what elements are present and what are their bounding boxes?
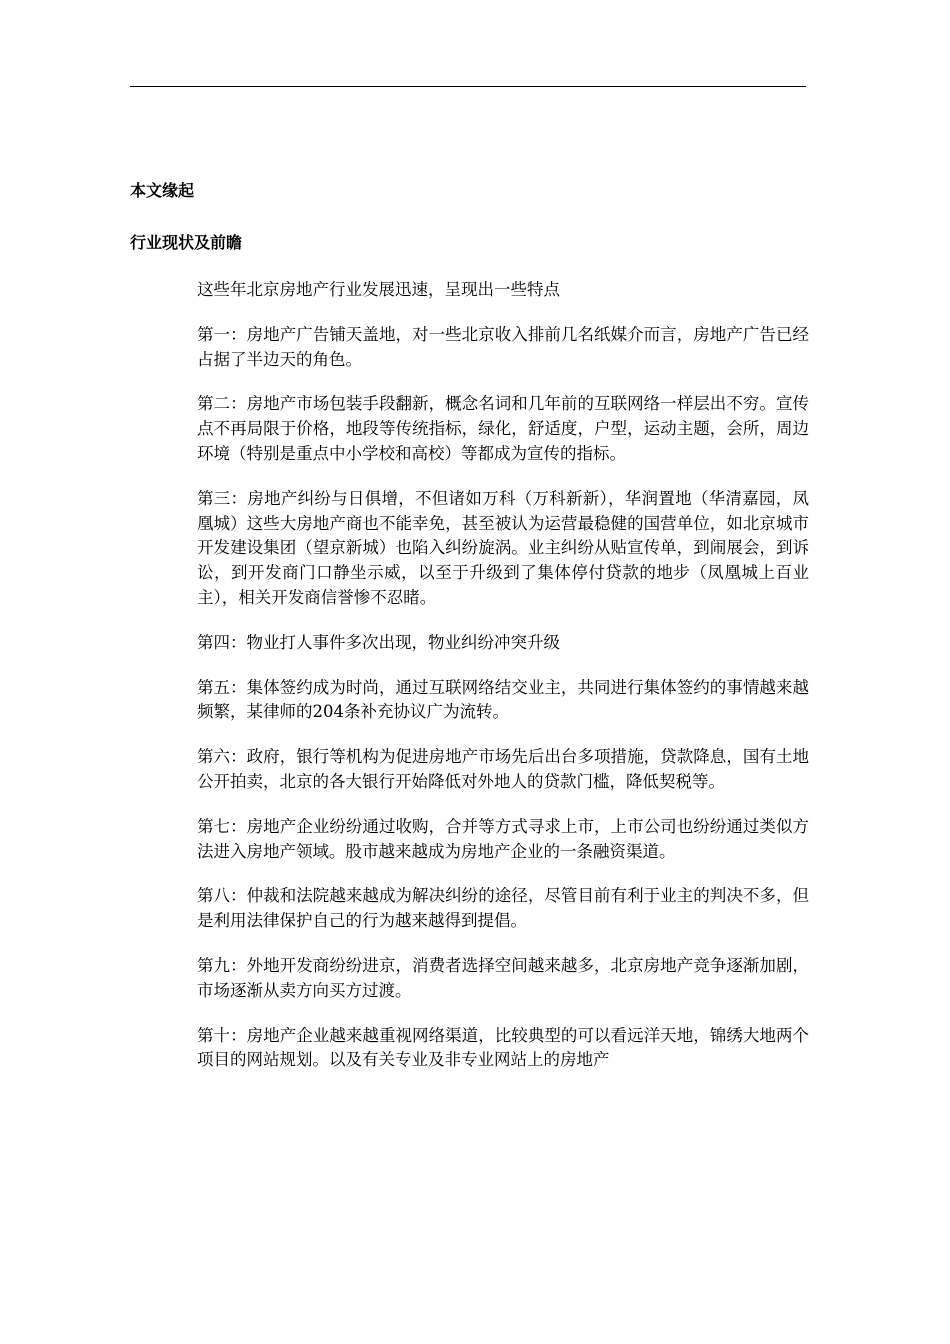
- paragraph-point-3: 第三：房地产纠纷与日俱增，不但诸如万科（万科新新），华润置地（华清嘉园，凤凰城）这些大房地产商也不能幸免，甚至被认为运营最稳健的国营单位，如北京城市开发建设集团（望京新城）也陷入纠纷旋涡。业主纠纷从贴宣传单，到闹展会，到诉讼，到开发商门口静坐示威，以至于升级到了集体停付贷款的地步（凤凰城上百业主），相关开发商信誉惨不忍睹。: [197, 488, 809, 607]
- section-heading-industry-status: 行业现状及前瞻: [130, 233, 243, 252]
- body-text: [197, 278, 809, 1093]
- paragraph-point-4: 第四：物业打人事件多次出现，物业纠纷冲突升级: [197, 632, 560, 652]
- paragraph-point-8: 第八：仲裁和法院越来越成为解决纠纷的途径，尽管目前有利于业主的判决不多，但是利用法律保护自己的行为越来越得到提倡。: [197, 886, 809, 931]
- paragraph-point-7: 第七：房地产企业纷纷通过收购，合并等方式寻求上市，上市公司也纷纷通过类似方法进入房地产领域。股市越来越成为房地产企业的一条融资渠道。: [197, 816, 809, 861]
- paragraph-point-6: 第六：政府，银行等机构为促进房地产市场先后出台多项措施，贷款降息，国有土地公开拍卖，北京的各大银行开始降低对外地人的贷款门槛，降低契税等。: [197, 747, 809, 791]
- paragraph-point-5: 第五：集体签约成为时尚，通过互联网络结交业主，共同进行集体签约的事情越来越频繁，某律师的204条补充协议广为流转。: [197, 677, 809, 722]
- paragraph-point-10: 第十：房地产企业越来越重视网络渠道，比较典型的可以看远洋天地，锦绣大地两个项目的网站规划。以及有关专业及非专业网站上的房地产: [197, 1025, 809, 1070]
- header-rule: [130, 86, 806, 87]
- section-heading-origin: 本文缘起: [130, 181, 195, 200]
- paragraph-point-1: 第一：房地产广告铺天盖地，对一些北京收入排前几名纸媒介而言，房地产广告已经占据了半边天的角色。: [197, 324, 809, 369]
- paragraph-point-9: 第九：外地开发商纷纷进京，消费者选择空间越来越多，北京房地产竞争逐渐加剧，市场逐渐从卖方向买方过渡。: [197, 955, 809, 1000]
- paragraph-point-2: 第二：房地产市场包装手段翻新，概念名词和几年前的互联网络一样层出不穷。宣传点不再局限于价格，地段等传统指标，绿化，舒适度，户型，运动主题，会所，周边环境（特别是重点中小学校和高校）等都成为宣传的指标。: [197, 394, 809, 463]
- paragraph-intro: 这些年北京房地产行业发展迅速，呈现出一些特点: [197, 280, 560, 299]
